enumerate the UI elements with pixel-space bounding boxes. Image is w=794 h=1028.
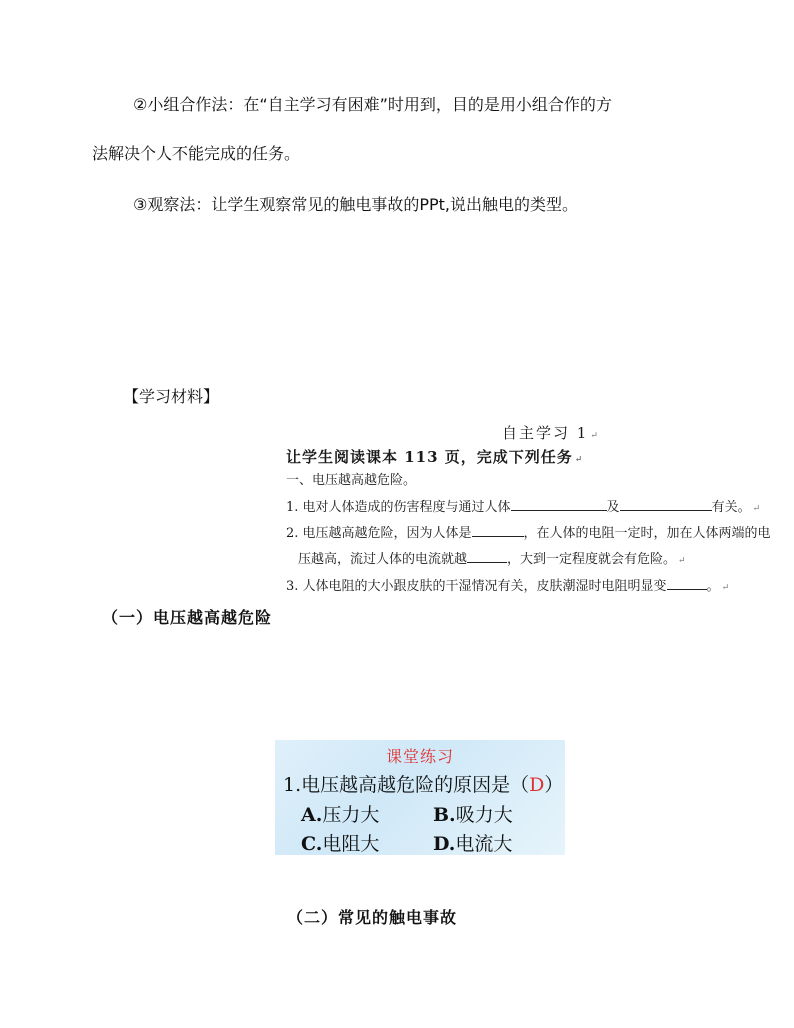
option-text: 电阻大: [322, 833, 380, 855]
study-instruction: [286, 446, 583, 467]
option-key: D.: [433, 833, 456, 855]
return-mark-icon: ↵: [678, 556, 686, 566]
study-instruction-text: 让学生阅读课本 113 页，完成下列任务: [286, 448, 573, 466]
study-item-2: [286, 524, 771, 543]
option-text: 吸力大: [455, 804, 513, 826]
option-key: B.: [433, 804, 456, 826]
fill-blank: [667, 577, 707, 590]
return-mark-icon: ↵: [590, 431, 600, 441]
return-mark-icon: ↵: [752, 504, 761, 514]
option-c: [301, 829, 379, 855]
item1-start: 1. 电对人体造成的伤害程度与通过人体: [286, 500, 511, 515]
question-end: ）: [544, 774, 564, 796]
section-label: 【学习材料】: [123, 387, 220, 406]
option-b: [433, 800, 513, 827]
item2-end: ，在人体的电阻一定时，加在人体两端的电: [523, 526, 771, 541]
option-text: 电流大: [455, 833, 513, 855]
method-line-2: 法解决个人不能完成的任务。: [92, 144, 301, 163]
fill-blank: [620, 498, 712, 511]
study-material-block: [276, 412, 794, 602]
slide-question: [283, 770, 563, 797]
option-text: 压力大: [322, 804, 380, 826]
fill-blank: [472, 524, 524, 537]
study-subheading: 一、电压越高越危险。: [286, 473, 417, 488]
fill-blank: [511, 498, 607, 511]
item1-end: 有关。: [711, 500, 751, 515]
study-item-2-continued: [298, 550, 686, 570]
method-line-1: ②小组合作法：在“自主学习有困难”时用到，目的是用小组合作的方: [133, 95, 612, 114]
study-item-1: [286, 498, 760, 518]
study-title: [502, 422, 600, 443]
slide-title: 课堂练习: [385, 747, 454, 766]
option-a: [301, 800, 379, 827]
option-key: A.: [301, 804, 323, 826]
item2b-end: ，大到一定程度就会有危险。: [507, 552, 677, 567]
return-mark-icon: ↵: [721, 583, 730, 593]
method-line-3: ③观察法：让学生观察常见的触电事故的PPt,说出触电的类型。: [133, 195, 579, 214]
item2b-start: 压越高，流过人体的电流就越: [298, 552, 468, 567]
item2-start: 2. 电压越高越危险，因为人体是: [286, 526, 472, 541]
return-mark-icon: ↵: [574, 455, 584, 465]
study-title-text: 自主学习 1: [502, 424, 589, 442]
heading-voltage-danger: （一）电压越高越危险: [102, 608, 273, 627]
fill-blank: [467, 550, 507, 563]
option-d: [433, 829, 512, 855]
question-start: 1.电压越高越危险的原因是（: [283, 774, 530, 796]
practice-slide: [275, 740, 565, 855]
question-answer: D: [529, 774, 545, 796]
study-item-3: [286, 577, 729, 597]
option-key: C.: [301, 833, 323, 855]
item3-end: 。: [706, 579, 720, 594]
item3-start: 3. 人体电阻的大小跟皮肤的干湿情况有关，皮肤潮湿时电阻明显变: [286, 579, 667, 594]
heading-common-accidents: （二）常见的触电事故: [287, 908, 458, 927]
item1-mid: 及: [606, 500, 620, 515]
